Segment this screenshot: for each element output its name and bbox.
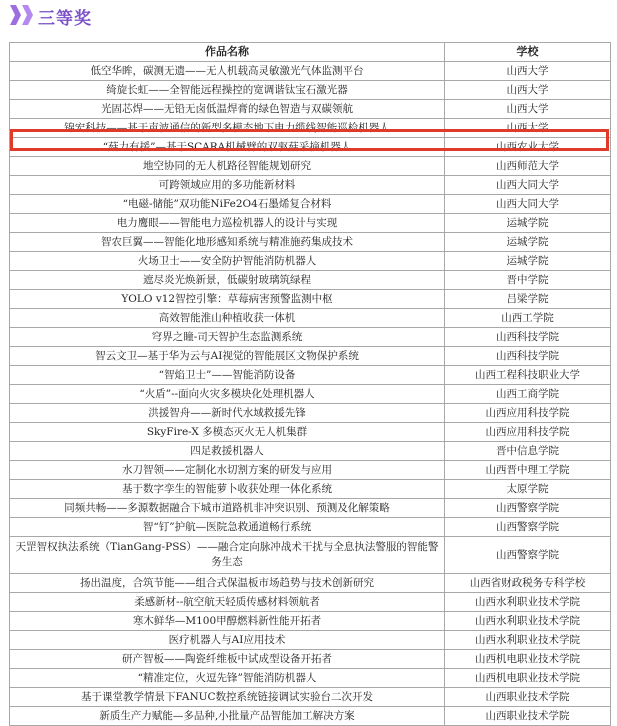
table-row — [10, 252, 611, 271]
school-cell: 山西大学 — [445, 62, 611, 81]
project-name-cell: 水刀智领——定制化水切割方案的研发与应用 — [10, 461, 445, 480]
school-cell: 山西机电职业技术学院 — [445, 650, 611, 669]
table-row — [10, 271, 611, 290]
project-name-cell: 柔感新材--航空航天轻质传感材料领航者 — [10, 593, 445, 612]
project-name-cell: 同频共畅——多源数据融合下城市道路机非冲突识别、预测及化解策略 — [10, 499, 445, 518]
school-cell: 晋中学院 — [445, 271, 611, 290]
table-row — [10, 214, 611, 233]
table-row — [10, 309, 611, 328]
table-row — [10, 385, 611, 404]
table-row — [10, 423, 611, 442]
school-cell: 山西职业技术学院 — [445, 688, 611, 707]
school-cell: 山西警察学院 — [445, 518, 611, 537]
table-row — [10, 631, 611, 650]
project-name-cell: 可跨领域应用的多功能新材料 — [10, 176, 445, 195]
school-cell: 山西大学 — [445, 81, 611, 100]
project-name-cell: 洪援智舟——新时代水域救援先锋 — [10, 404, 445, 423]
project-name-cell: 电力鹰眼——智能电力巡检机器人的设计与实现 — [10, 214, 445, 233]
table-row — [10, 195, 611, 214]
school-cell: 山西农业大学 — [445, 138, 611, 157]
project-name-cell: 智云文卫—基于华为云与AI视觉的智能展区文物保护系统 — [10, 347, 445, 366]
project-name-cell: 扬出温度，合筑节能——组合式保温板市场趋势与技术创新研究 — [10, 574, 445, 593]
table-row — [10, 404, 611, 423]
table-row — [10, 119, 611, 138]
table-row — [10, 669, 611, 688]
project-name-cell: 绮旋长虹——全智能远程操控的宽调谐钛宝石激光器 — [10, 81, 445, 100]
project-name-cell: “精准定位，火逗先锋”智能消防机器人 — [10, 669, 445, 688]
school-cell: 山西师范大学 — [445, 157, 611, 176]
project-name-cell: “智焰卫士”——智能消防设备 — [10, 366, 445, 385]
table-row — [10, 537, 611, 574]
school-cell: 山西工商学院 — [445, 385, 611, 404]
school-cell: 运城学院 — [445, 233, 611, 252]
project-name-cell: 光固芯焊——无铅无卤低温焊膏的绿色智造与双碳领航 — [10, 100, 445, 119]
school-cell: 山西警察学院 — [445, 499, 611, 518]
school-cell: 山西大学 — [445, 100, 611, 119]
school-cell: 山西水利职业技术学院 — [445, 631, 611, 650]
school-cell: 山西科技学院 — [445, 347, 611, 366]
school-cell: 晋中信息学院 — [445, 442, 611, 461]
school-cell: 山西应用科技学院 — [445, 423, 611, 442]
school-cell: 太原学院 — [445, 480, 611, 499]
project-name-cell: 穹界之瞳-司天智护生态监测系统 — [10, 328, 445, 347]
school-cell: 山西职业技术学院 — [445, 707, 611, 726]
project-name-cell: “电磁-储能”双功能NiFe2O4石墨烯复合材料 — [10, 195, 445, 214]
school-cell: 山西大学 — [445, 119, 611, 138]
school-cell: 山西机电职业技术学院 — [445, 669, 611, 688]
school-cell: 山西水利职业技术学院 — [445, 593, 611, 612]
award-table — [9, 42, 611, 726]
school-cell: 山西工学院 — [445, 309, 611, 328]
table-row — [10, 157, 611, 176]
table-row — [10, 480, 611, 499]
table-row — [10, 707, 611, 726]
project-name-cell: 高效智能淮山种植收获一体机 — [10, 309, 445, 328]
table-row — [10, 442, 611, 461]
table-row — [10, 347, 611, 366]
school-cell: 山西水利职业技术学院 — [445, 612, 611, 631]
project-name-cell: 新质生产力赋能—多品种,小批量产品智能加工解决方案 — [10, 707, 445, 726]
table-row — [10, 499, 611, 518]
table-row — [10, 81, 611, 100]
project-name-cell: 四足救援机器人 — [10, 442, 445, 461]
project-name-cell: 锦宏科技——基于声波通信的新型多模态地下电力缆线智能巡检机器人 — [10, 119, 445, 138]
table-row — [10, 100, 611, 119]
table-row — [10, 366, 611, 385]
school-cell: 山西省财政税务专科学校 — [445, 574, 611, 593]
school-cell: 山西大同大学 — [445, 195, 611, 214]
school-cell: 山西科技学院 — [445, 328, 611, 347]
section-header — [0, 0, 617, 32]
project-name-cell: 基于课堂教学情景下FANUC数控系统链接调试实验台二次开发 — [10, 688, 445, 707]
project-name-cell: 基于数字孪生的智能萝卜收获处理一体化系统 — [10, 480, 445, 499]
school-cell: 山西大同大学 — [445, 176, 611, 195]
table-row — [10, 461, 611, 480]
table-row — [10, 328, 611, 347]
table-row — [10, 138, 611, 157]
table-row — [10, 290, 611, 309]
school-cell: 山西晋中理工学院 — [445, 461, 611, 480]
project-name-cell: 医疗机器人与AI应用技术 — [10, 631, 445, 650]
school-cell: 山西应用科技学院 — [445, 404, 611, 423]
project-name-cell: SkyFire-X 多模态灭火无人机集群 — [10, 423, 445, 442]
school-cell: 运城学院 — [445, 214, 611, 233]
table-row — [10, 233, 611, 252]
project-name-cell: 智农巨翼——智能化地形感知系统与精准施药集成技术 — [10, 233, 445, 252]
table-row — [10, 593, 611, 612]
chevron-right-icon — [20, 3, 34, 27]
column-header-name: 作品名称 — [10, 43, 445, 62]
section-title: 三等奖 — [38, 9, 92, 29]
column-header-school: 学校 — [445, 43, 611, 62]
school-cell: 吕梁学院 — [445, 290, 611, 309]
project-name-cell: 天罡智权执法系统（TianGang-PSS）——融合定向脉冲战术干扰与全息执法警服的智能警务生态 — [10, 537, 445, 574]
project-name-cell: “菇力有援”—基于SCARA机械臂的双驱菇采摘机器人 — [10, 138, 445, 157]
project-name-cell: 火场卫士——安全防护智能消防机器人 — [10, 252, 445, 271]
table-row — [10, 612, 611, 631]
project-name-cell: 低空华眸，碳测无遗——无人机载高灵敏激光气体监测平台 — [10, 62, 445, 81]
table-row — [10, 176, 611, 195]
school-cell: 山西警察学院 — [445, 537, 611, 574]
table-row — [10, 62, 611, 81]
table-header-row — [10, 43, 611, 62]
project-name-cell: 研产智板——陶瓷纤维板中试成型设备开拓者 — [10, 650, 445, 669]
project-name-cell: 遮尽炎光焕新景，低碳射玻璃筑绿程 — [10, 271, 445, 290]
project-name-cell: 智“钉”护航—医院急救通道畅行系统 — [10, 518, 445, 537]
school-cell: 山西工程科技职业大学 — [445, 366, 611, 385]
table-row — [10, 650, 611, 669]
table-row — [10, 574, 611, 593]
project-name-cell: YOLO v12智控引擎：草莓病害预警监测中枢 — [10, 290, 445, 309]
table-row — [10, 518, 611, 537]
project-name-cell: 寒木鲜华—M100甲醇燃料新性能开拓者 — [10, 612, 445, 631]
table-row — [10, 688, 611, 707]
project-name-cell: 地空协同的无人机路径智能规划研究 — [10, 157, 445, 176]
school-cell: 运城学院 — [445, 252, 611, 271]
project-name-cell: “火盾”--面向火灾多模块化处理机器人 — [10, 385, 445, 404]
